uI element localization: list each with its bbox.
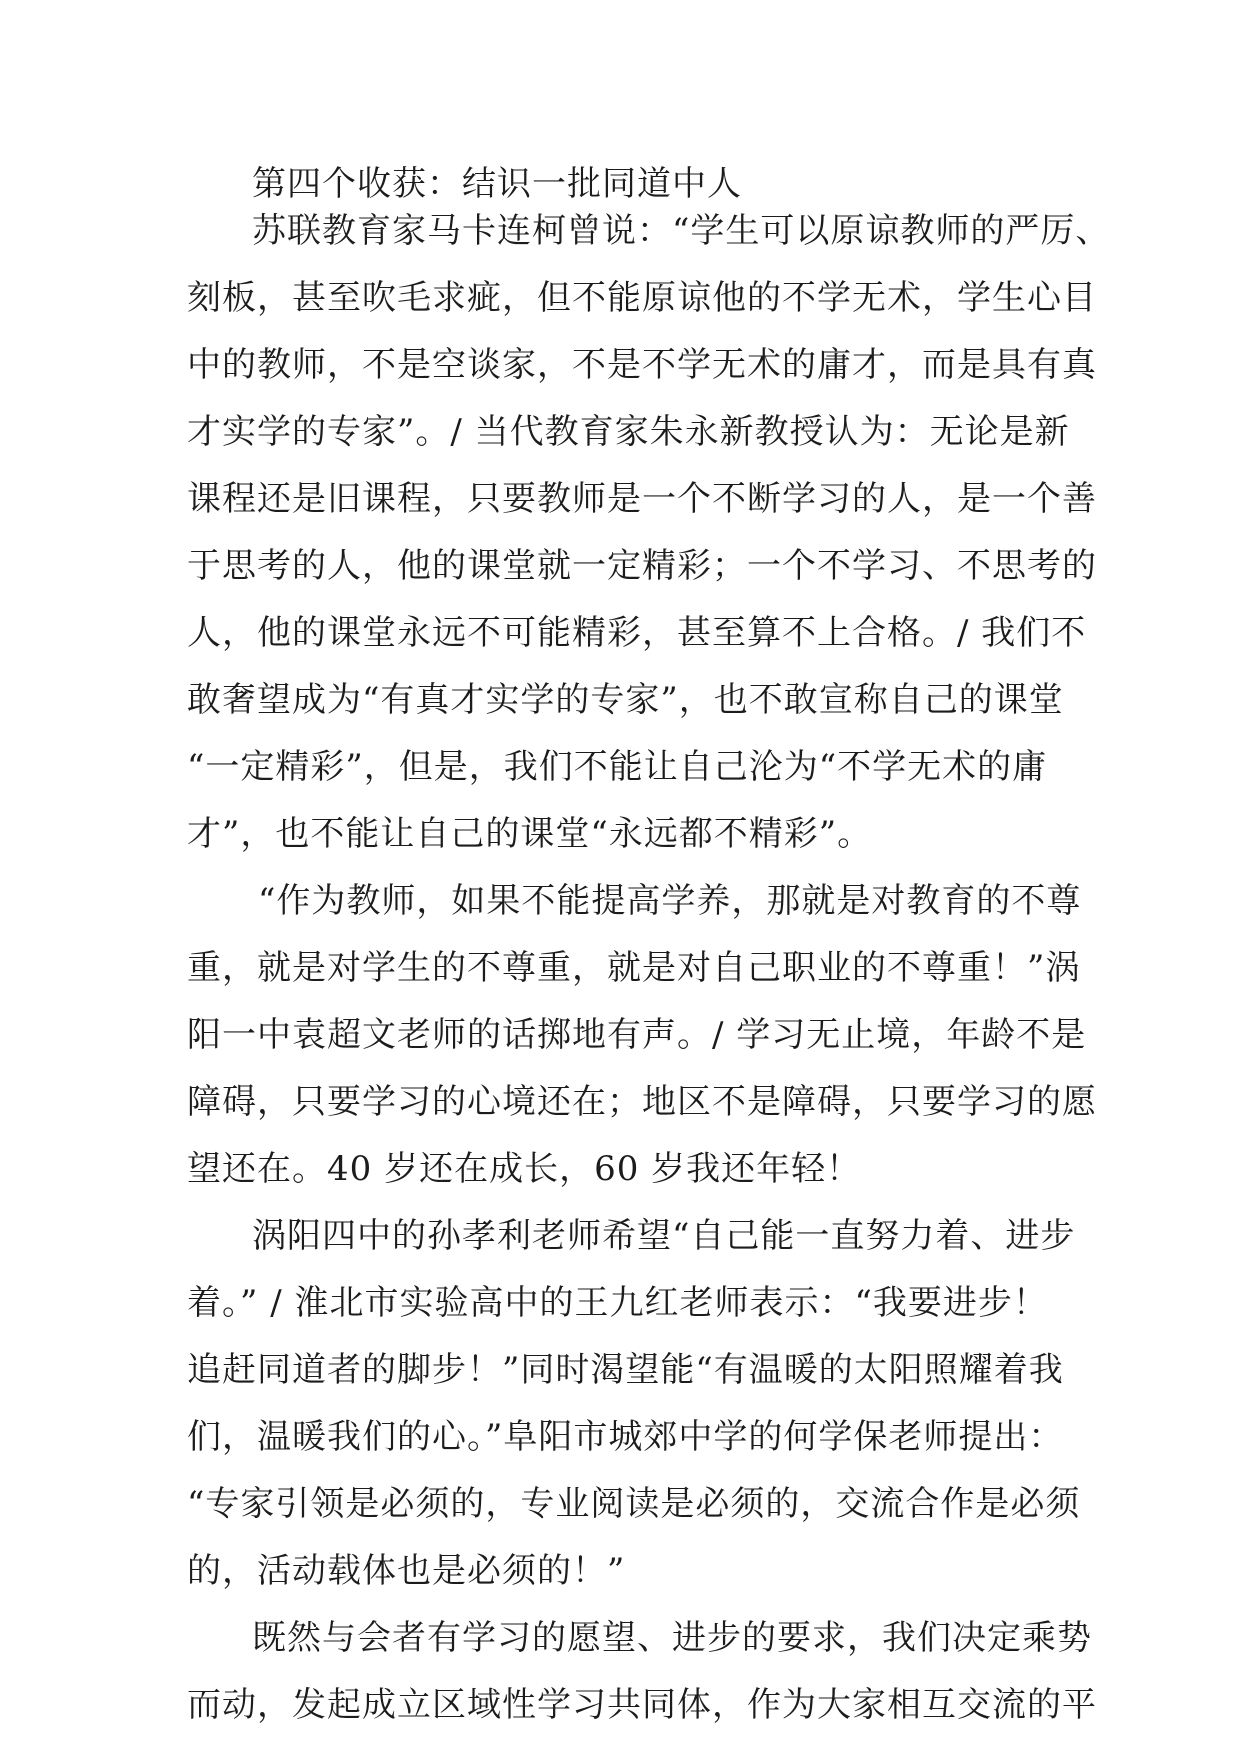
text-line: 于思考的人，他的课堂就一定精彩；一个不学习、不思考的 [187, 546, 1097, 586]
text-line: 中的教师，不是空谈家，不是不学无术的庸才，而是具有真 [187, 345, 1097, 385]
text-line: 苏联教育家马卡连柯曾说：“学生可以原谅教师的严厉、 [252, 211, 1111, 251]
text-line: 望还在。40 岁还在成长，60 岁我还年轻！ [187, 1149, 862, 1189]
text-line: 课程还是旧课程，只要教师是一个不断学习的人，是一个善 [187, 479, 1097, 519]
text-line: 人，他的课堂永远不可能精彩，甚至算不上合格。/ 我们不 [187, 613, 1087, 653]
text-line: 既然与会者有学习的愿望、进步的要求，我们决定乘势 [252, 1618, 1092, 1658]
text-line: 们，温暖我们的心。”阜阳市城郊中学的何学保老师提出： [187, 1417, 1064, 1457]
text-line: 着。” / 淮北市实验高中的王九红老师表示：“我要进步！ [187, 1283, 1048, 1323]
text-line: 而动，发起成立区域性学习共同体，作为大家相互交流的平 [187, 1685, 1097, 1725]
text-line: 刻板，甚至吹毛求疵，但不能原谅他的不学无术，学生心目 [187, 278, 1097, 318]
text-line: 重，就是对学生的不尊重，就是对自己职业的不尊重！”涡 [187, 948, 1081, 988]
text-line: 追赶同道者的脚步！”同时渴望能“有温暖的太阳照耀着我 [187, 1350, 1064, 1390]
text-line: 的，活动载体也是必须的！” [187, 1551, 626, 1591]
text-line: 才”，也不能让自己的课堂“永远都不精彩”。 [187, 814, 873, 854]
text-line: 敢奢望成为“有真才实学的专家”，也不敢宣称自己的课堂 [187, 680, 1064, 720]
text-line: “作为教师，如果不能提高学养，那就是对教育的不尊 [258, 881, 1082, 921]
text-line: 才实学的专家”。/ 当代教育家朱永新教授认为：无论是新 [187, 412, 1070, 452]
text-line: 障碍，只要学习的心境还在；地区不是障碍，只要学习的愿 [187, 1082, 1097, 1122]
text-line: 涡阳四中的孙孝利老师希望“自己能一直努力着、进步 [252, 1216, 1076, 1256]
text-line: “一定精彩”，但是，我们不能让自己沦为“不学无术的庸 [187, 747, 1048, 787]
text-line: “专家引领是必须的，专业阅读是必须的，交流合作是必须 [187, 1484, 1081, 1524]
section-heading: 第四个收获：结识一批同道中人 [252, 164, 742, 204]
text-line: 阳一中袁超文老师的话掷地有声。/ 学习无止境，年龄不是 [187, 1015, 1087, 1055]
